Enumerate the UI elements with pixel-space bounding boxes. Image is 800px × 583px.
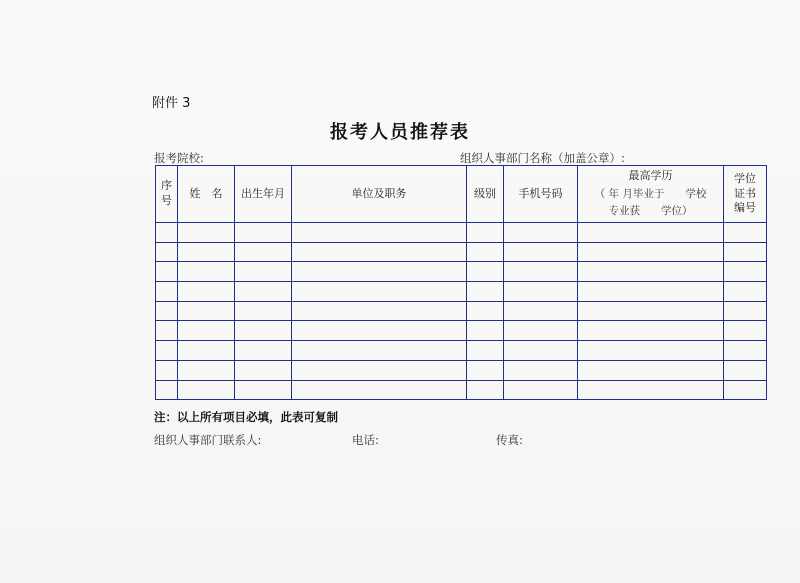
recommendation-table <box>155 165 767 400</box>
cell-phone[interactable] <box>504 262 578 282</box>
cell-birth[interactable] <box>235 360 292 380</box>
col-header-name: 姓 名 <box>178 166 235 223</box>
form-note: 注：以上所有项目必填，此表可复制 <box>154 410 338 424</box>
cell-level[interactable] <box>467 242 504 262</box>
cell-level[interactable] <box>467 262 504 282</box>
cell-degree-cert[interactable] <box>724 301 767 321</box>
cell-seq[interactable] <box>156 262 178 282</box>
cell-level[interactable] <box>467 321 504 341</box>
col-header-phone: 手机号码 <box>504 166 578 223</box>
cell-unit[interactable] <box>292 262 467 282</box>
cell-seq[interactable] <box>156 380 178 400</box>
cell-phone[interactable] <box>504 341 578 361</box>
cell-birth[interactable] <box>235 380 292 400</box>
cell-seq[interactable] <box>156 223 178 243</box>
cell-seq[interactable] <box>156 321 178 341</box>
cell-level[interactable] <box>467 360 504 380</box>
cell-name[interactable] <box>178 262 235 282</box>
cell-education[interactable] <box>578 262 724 282</box>
cell-name[interactable] <box>178 301 235 321</box>
cell-name[interactable] <box>178 223 235 243</box>
col-header-birth: 出生年月 <box>235 166 292 223</box>
col-header-degree-cert: 学位 证书 编号 <box>724 166 767 223</box>
cell-degree-cert[interactable] <box>724 262 767 282</box>
cell-phone[interactable] <box>504 380 578 400</box>
cell-birth[interactable] <box>235 301 292 321</box>
cell-name[interactable] <box>178 321 235 341</box>
cell-level[interactable] <box>467 341 504 361</box>
cell-name[interactable] <box>178 380 235 400</box>
col-header-education: 最高学历 （ 年 月毕业于 学校 专业获 学位） <box>578 166 724 223</box>
cell-unit[interactable] <box>292 242 467 262</box>
table-row <box>156 282 767 302</box>
cell-birth[interactable] <box>235 262 292 282</box>
table-row <box>156 360 767 380</box>
cell-birth[interactable] <box>235 282 292 302</box>
cell-degree-cert[interactable] <box>724 242 767 262</box>
cell-degree-cert[interactable] <box>724 360 767 380</box>
cell-seq[interactable] <box>156 301 178 321</box>
cell-education[interactable] <box>578 242 724 262</box>
cell-education[interactable] <box>578 301 724 321</box>
school-label: 报考院校: <box>154 151 204 165</box>
cell-education[interactable] <box>578 341 724 361</box>
cell-degree-cert[interactable] <box>724 223 767 243</box>
cell-education[interactable] <box>578 282 724 302</box>
cell-birth[interactable] <box>235 341 292 361</box>
table-row <box>156 380 767 400</box>
cell-education[interactable] <box>578 360 724 380</box>
cell-level[interactable] <box>467 301 504 321</box>
table-row <box>156 242 767 262</box>
cell-name[interactable] <box>178 242 235 262</box>
cell-level[interactable] <box>467 380 504 400</box>
cell-phone[interactable] <box>504 282 578 302</box>
col-header-unit: 单位及职务 <box>292 166 467 223</box>
cell-seq[interactable] <box>156 242 178 262</box>
cell-phone[interactable] <box>504 301 578 321</box>
contact-label: 组织人事部门联系人: <box>154 433 262 447</box>
cell-unit[interactable] <box>292 301 467 321</box>
cell-birth[interactable] <box>235 223 292 243</box>
cell-unit[interactable] <box>292 360 467 380</box>
col-header-level: 级别 <box>467 166 504 223</box>
table-row <box>156 223 767 243</box>
cell-degree-cert[interactable] <box>724 341 767 361</box>
cell-level[interactable] <box>467 223 504 243</box>
cell-phone[interactable] <box>504 223 578 243</box>
cell-degree-cert[interactable] <box>724 282 767 302</box>
cell-name[interactable] <box>178 282 235 302</box>
cell-name[interactable] <box>178 341 235 361</box>
cell-birth[interactable] <box>235 242 292 262</box>
cell-education[interactable] <box>578 321 724 341</box>
attachment-label: 附件 3 <box>152 96 191 111</box>
table-header-row <box>156 166 767 223</box>
cell-birth[interactable] <box>235 321 292 341</box>
cell-degree-cert[interactable] <box>724 321 767 341</box>
cell-seq[interactable] <box>156 282 178 302</box>
cell-phone[interactable] <box>504 360 578 380</box>
cell-degree-cert[interactable] <box>724 380 767 400</box>
org-label: 组织人事部门名称（加盖公章）: <box>460 151 625 165</box>
cell-seq[interactable] <box>156 341 178 361</box>
phone-label: 电话: <box>352 433 379 447</box>
cell-unit[interactable] <box>292 341 467 361</box>
form-title: 报考人员推荐表 <box>330 122 470 143</box>
col-header-seq: 序 号 <box>156 166 178 223</box>
cell-level[interactable] <box>467 282 504 302</box>
table-row <box>156 262 767 282</box>
cell-unit[interactable] <box>292 321 467 341</box>
cell-unit[interactable] <box>292 223 467 243</box>
table-row <box>156 301 767 321</box>
cell-name[interactable] <box>178 360 235 380</box>
cell-education[interactable] <box>578 223 724 243</box>
table-row <box>156 321 767 341</box>
cell-phone[interactable] <box>504 242 578 262</box>
table-row <box>156 341 767 361</box>
cell-education[interactable] <box>578 380 724 400</box>
cell-phone[interactable] <box>504 321 578 341</box>
cell-seq[interactable] <box>156 360 178 380</box>
fax-label: 传真: <box>496 433 523 447</box>
cell-unit[interactable] <box>292 282 467 302</box>
cell-unit[interactable] <box>292 380 467 400</box>
